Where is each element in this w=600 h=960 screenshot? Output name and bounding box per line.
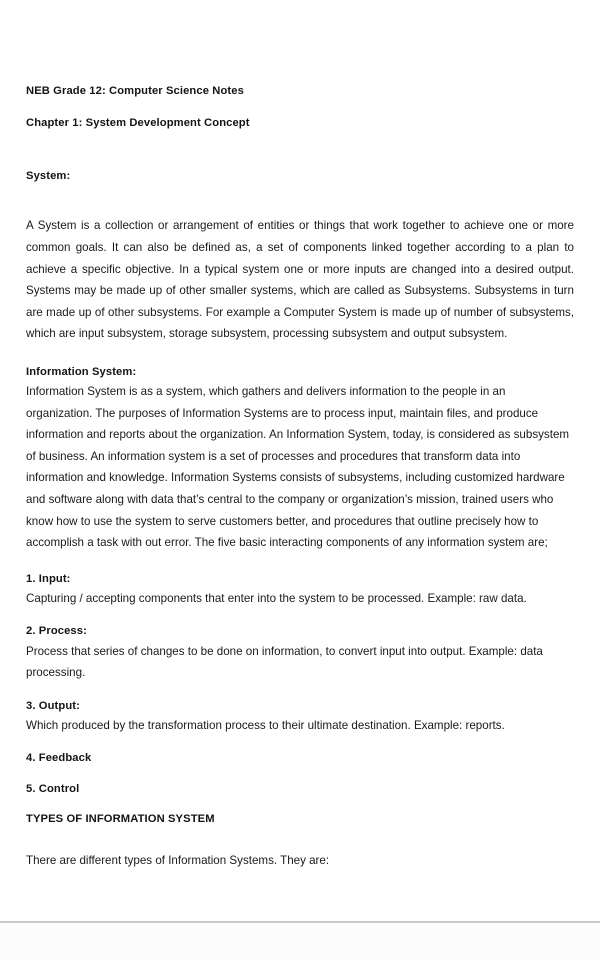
component-item-control (26, 782, 574, 797)
component-item-process (26, 624, 574, 683)
system-heading: System: (26, 170, 71, 183)
document-header (26, 84, 574, 131)
component-heading: 5. Control (26, 782, 80, 795)
chapter-subtitle: Chapter 1: System Development Concept (26, 117, 250, 130)
component-heading: 1. Input: (26, 572, 71, 585)
component-item-output (26, 699, 574, 737)
system-section (26, 169, 574, 345)
information-system-section (26, 365, 574, 554)
types-paragraph: There are different types of Information Systems. They are: (26, 853, 330, 867)
component-item-feedback (26, 751, 574, 766)
component-heading: 2. Process: (26, 625, 87, 638)
next-page-area (0, 923, 600, 960)
types-of-information-system-section (26, 812, 574, 872)
types-heading: TYPES OF INFORMATION SYSTEM (26, 812, 215, 825)
component-body: Which produced by the transformation process to their ultimate destination. Example: reports. (26, 718, 505, 732)
component-body: Process that series of changes to be done on information, to convert input into output. Example: data processing. (26, 644, 543, 680)
page-content (26, 0, 574, 871)
component-heading: 3. Output: (26, 699, 80, 712)
component-heading: 4. Feedback (26, 752, 92, 765)
information-system-heading: Information System: (26, 365, 137, 378)
component-item-input (26, 572, 574, 610)
system-paragraph: A System is a collection or arrangement of entities or things that work together to achieve one or more common goals. It can also be defined as, a set of components linked together according to a plan to achieve a specific objective. In a typical system one or more inputs are changed into a desired output. Systems may be made up of other smaller systems, which are called as Subsystems. Subsystems in turn are made up of other subsystems. For example a Computer System is made up of number of subsystems, which are input subsystem, storage subsystem, processing subsystem and output subsystem. (26, 219, 574, 341)
information-system-paragraph: Information System is as a system, which gathers and delivers information to the people in an organization. The purposes of Information Systems are to process input, maintain files, and produce information and reports about the organization. An Information System, today, is considered as subsystem of business. An information system is a set of processes and procedures that transform data into information and knowledge. Information Systems consists of subsystems, including customized hardware and software along with data that’s central to the company or organization’s mission, trained users who know how to use the system to serve customers better, and procedures that outline precisely how to accomplish a task with out error. The five basic interacting components of any information system are; (26, 385, 570, 550)
component-body: Capturing / accepting components that enter into the system to be processed. Example: raw data. (26, 591, 527, 605)
document-title: NEB Grade 12: Computer Science Notes (26, 85, 244, 97)
component-list (26, 572, 574, 797)
